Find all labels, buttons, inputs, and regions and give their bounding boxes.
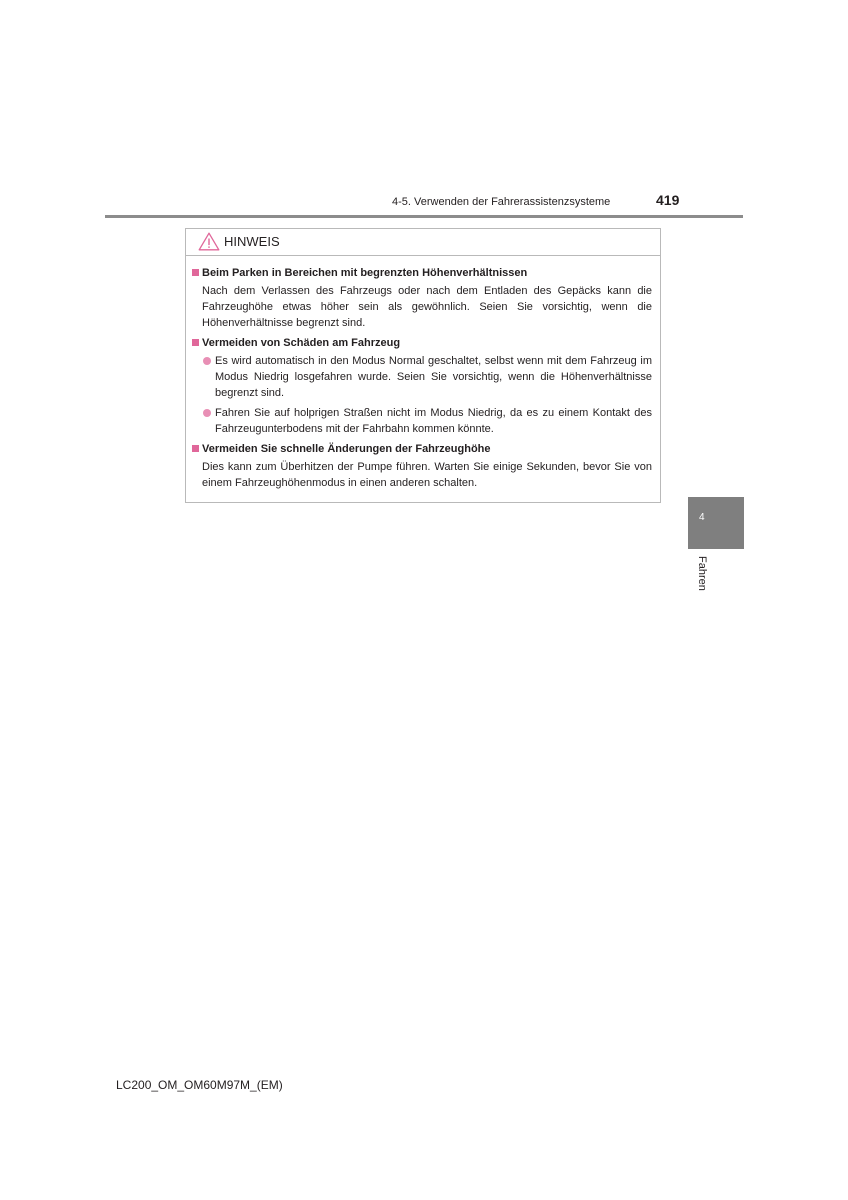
chapter-tab xyxy=(688,497,744,549)
section-paragraph: Dies kann zum Überhitzen der Pumpe führen. Warten Sie einige Sekunden, bevor Sie von einem Fahrzeughöhenmodus in einen anderen schalten. xyxy=(202,461,652,489)
chapter-number: 4 xyxy=(699,512,705,523)
chapter-name: Fahren xyxy=(696,556,708,591)
square-bullet-icon xyxy=(192,269,199,276)
square-bullet-icon xyxy=(192,339,199,346)
section-heading-damage xyxy=(192,335,660,351)
section-heading-text: Beim Parken in Bereichen mit begrenzten Höhenverhältnissen xyxy=(202,267,528,279)
header-divider xyxy=(105,215,743,218)
notice-box xyxy=(185,228,661,503)
section-paragraph: Nach dem Verlassen des Fahrzeugs oder nach dem Entladen des Gepäcks kann die Fahrzeughöhe etwas höher sein als gewöhnlich. Seien Sie vorsichtig, wenn die Höhenverhältnisse begrenzt sind. xyxy=(202,285,652,329)
list-item xyxy=(202,405,652,437)
notice-title: HINWEIS xyxy=(224,234,280,249)
square-bullet-icon xyxy=(192,445,199,452)
notice-body xyxy=(186,265,660,495)
section-heading-height-change xyxy=(192,441,660,457)
section-title: 4-5. Verwenden der Fahrerassistenzsysteme xyxy=(392,196,611,208)
list-item xyxy=(202,353,652,401)
notice-header xyxy=(186,229,660,256)
circle-bullet-icon xyxy=(203,409,211,417)
warning-triangle-icon xyxy=(198,232,220,251)
section-heading-text: Vermeiden von Schäden am Fahrzeug xyxy=(202,337,401,349)
section-heading-parking xyxy=(192,265,660,281)
section-heading-text: Vermeiden Sie schnelle Änderungen der Fahrzeughöhe xyxy=(202,443,491,455)
footer-code: LC200_OM_OM60M97M_(EM) xyxy=(116,1078,283,1092)
list-item-text: Fahren Sie auf holprigen Straßen nicht im Modus Niedrig, da es zu einem Kontakt des Fahrzeugunterbodens mit der Fahrbahn kommen könnte. xyxy=(215,407,652,435)
list-item-text: Es wird automatisch in den Modus Normal geschaltet, selbst wenn mit dem Fahrzeug im Modus Niedrig losgefahren wurde. Seien Sie vorsichtig, wenn die Höhenverhältnisse begrenzt sind. xyxy=(215,355,652,399)
circle-bullet-icon xyxy=(203,357,211,365)
page-number: 419 xyxy=(656,192,680,208)
